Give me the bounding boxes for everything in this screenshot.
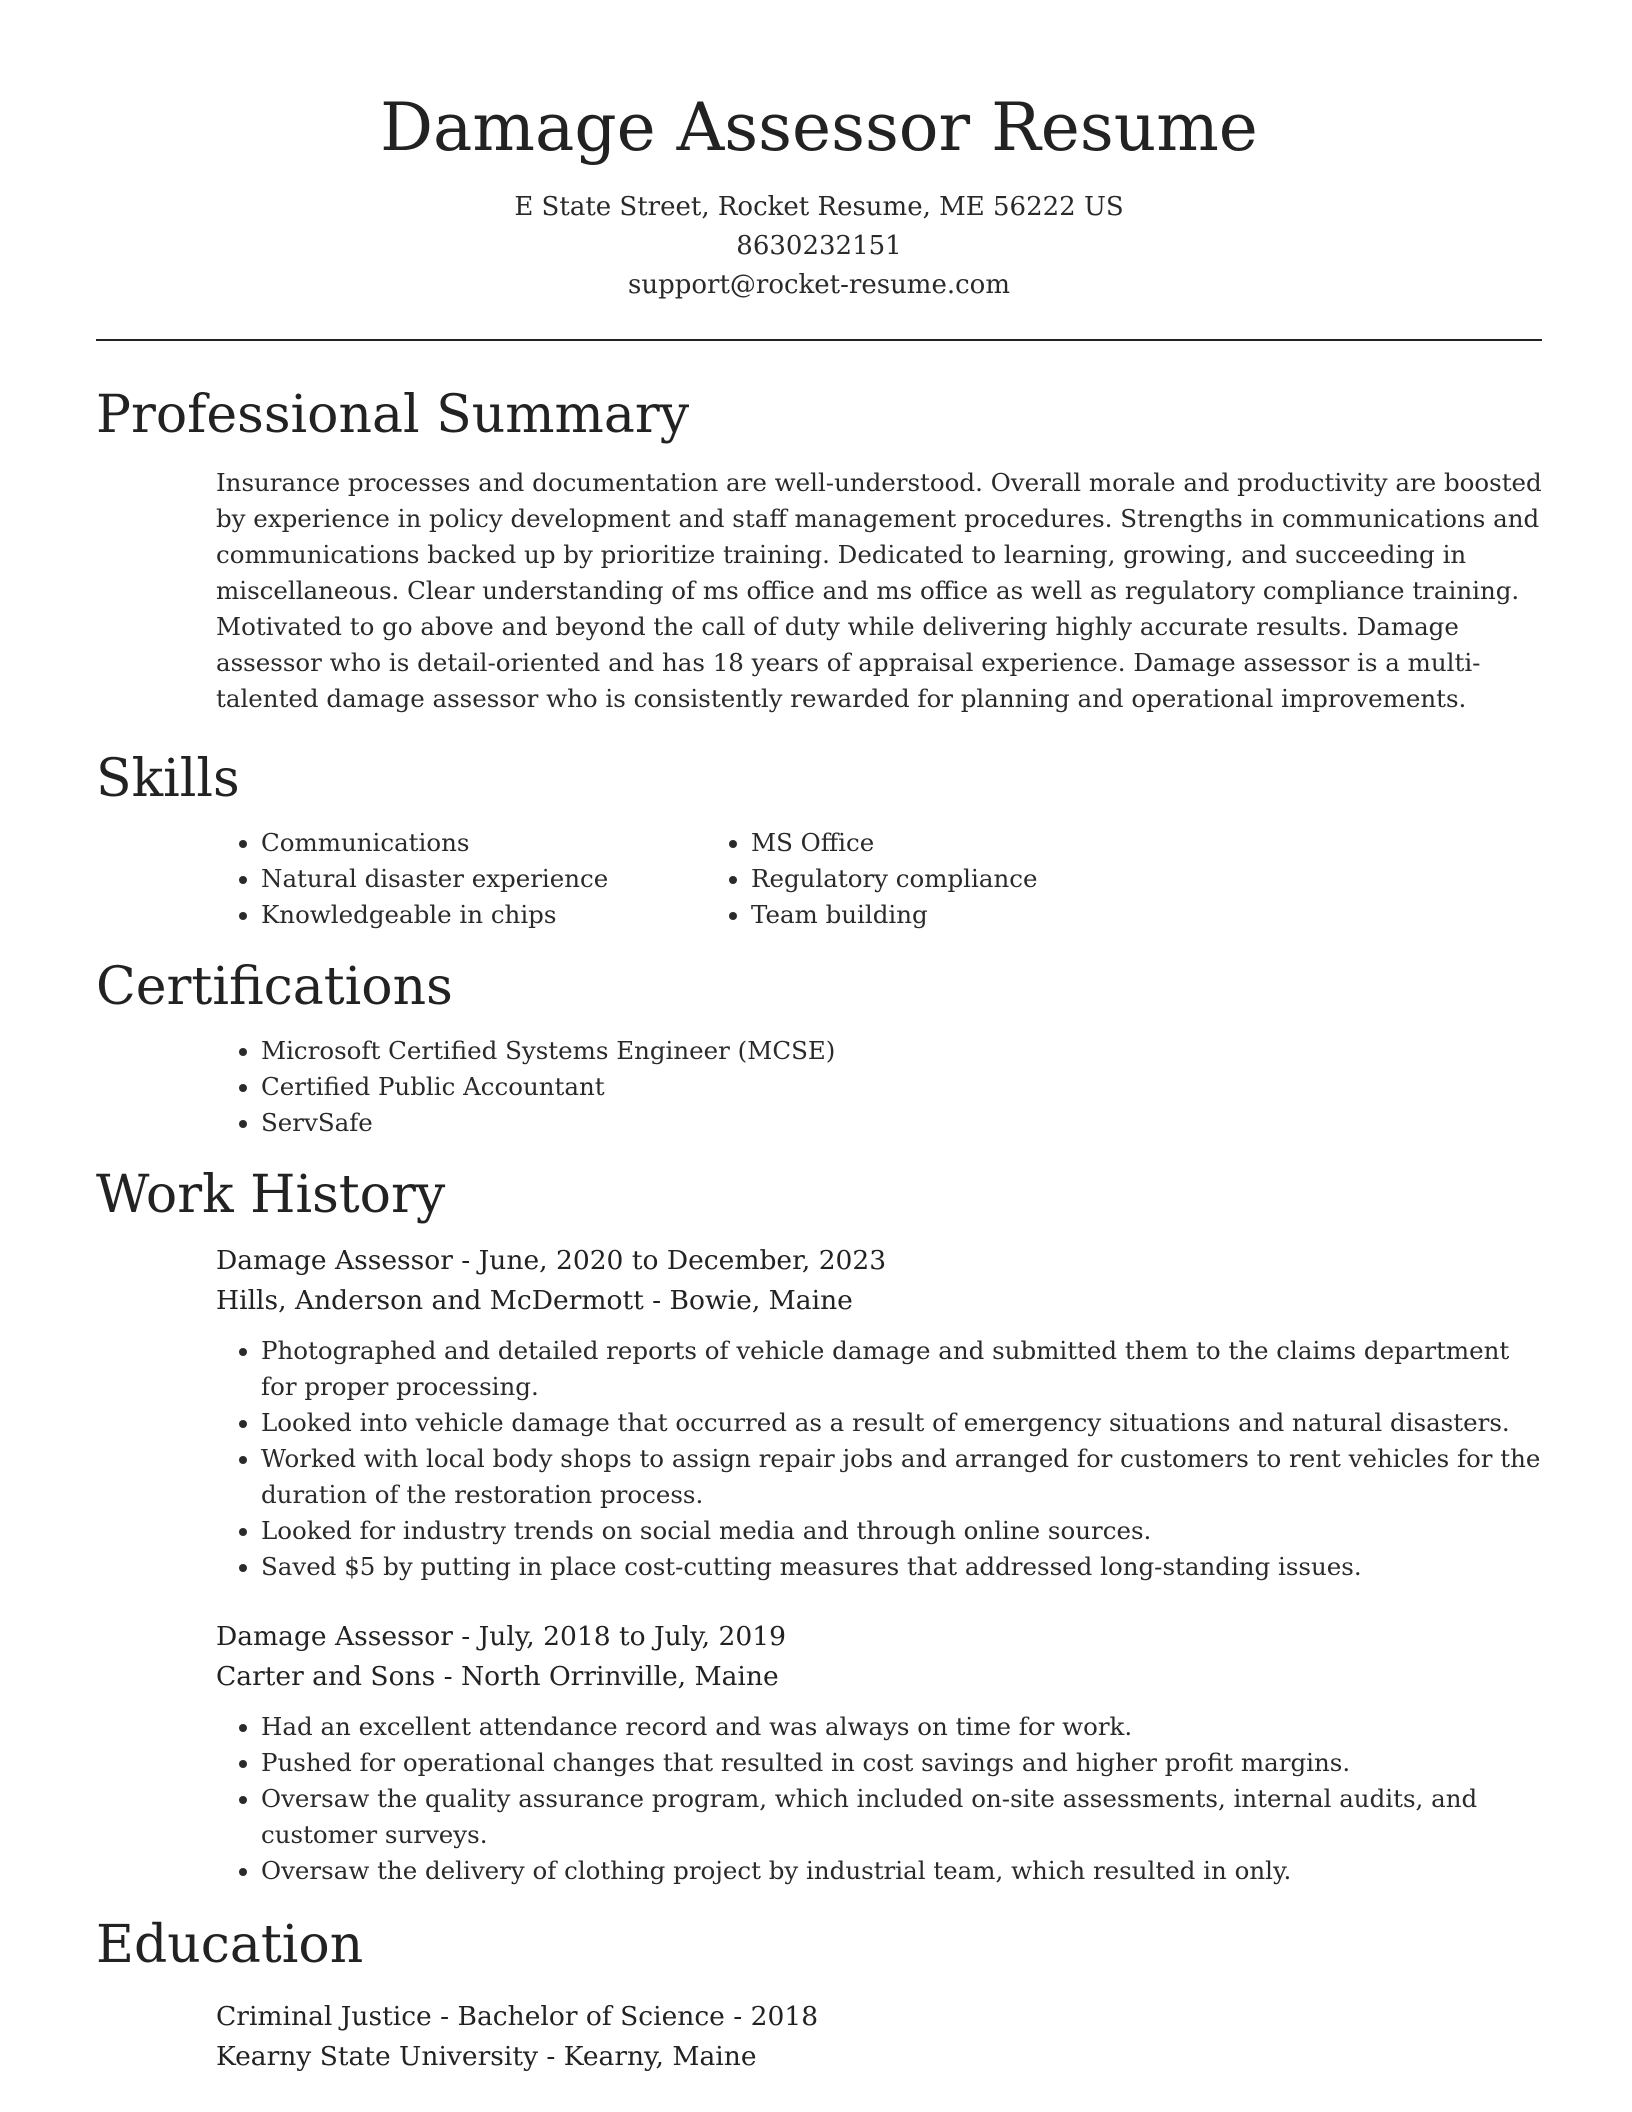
skills-heading: Skills (96, 749, 240, 809)
job-company-line: Carter and Sons - North Orrinville, Maine (216, 1661, 779, 1692)
education-heading: Education (96, 1915, 364, 1975)
job-bullet-list (261, 1709, 1542, 1889)
certification-item: • Certified Public Accountant (261, 1069, 1542, 1105)
summary-text: Insurance processes and documentation are well-understood. Overall morale and productivity are boosted by experience in policy development and staff management procedures. Strengths in communications and communications backed up by prioritize training. Dedicated to learning, growing, and succeeding in miscellaneous. Clear understanding of ms office and ms office as well as regulatory compliance training. Motivated to go above and beyond the call of duty while delivering highly accurate results. Damage assessor who is detail-oriented and has 18 years of appraisal experience. Damage assessor is a multi-talented damage assessor who is consistently rewarded for planning and operational improvements. (216, 468, 1542, 713)
skill-item: • Communications (261, 825, 751, 861)
education-school-line: Kearny State University - Kearny, Maine (216, 2041, 757, 2072)
job-entry (216, 1617, 1542, 1889)
job-bullet: • Oversaw the delivery of clothing project by industrial team, which resulted in only. (261, 1853, 1542, 1889)
certification-item: • ServSafe (261, 1105, 1542, 1141)
certifications-heading: Certifications (96, 957, 453, 1017)
resume-title: Damage Assessor Resume (380, 89, 1258, 166)
job-title-line: Damage Assessor - June, 2020 to December, 2023 (216, 1245, 887, 1276)
job-bullet-list (261, 1333, 1542, 1585)
certifications-list (261, 1033, 1542, 1141)
contact-address: E State Street, Rocket Resume, ME 56222 US (514, 192, 1124, 222)
job-bullet: • Looked into vehicle damage that occurred as a result of emergency situations and natural disasters. (261, 1405, 1542, 1441)
job-entry (216, 1241, 1542, 1585)
skill-item: • Natural disaster experience (261, 861, 751, 897)
job-bullet: • Looked for industry trends on social media and through online sources. (261, 1513, 1542, 1549)
skills-list-right (751, 825, 1351, 933)
skill-item: • Knowledgeable in chips (261, 897, 751, 933)
job-bullet: • Had an excellent attendance record and was always on time for work. (261, 1709, 1542, 1745)
skills-column-right (751, 825, 1351, 933)
education-degree-line: Criminal Justice - Bachelor of Science - 2018 (216, 2001, 819, 2032)
resume-page (96, 0, 1542, 2077)
skills-list-left (261, 825, 751, 933)
contact-phone: 8630232151 (736, 231, 902, 261)
certification-item: • Microsoft Certified Systems Engineer (MCSE) (261, 1033, 1542, 1069)
header-divider (96, 339, 1542, 341)
contact-block (96, 188, 1542, 305)
job-bullet: • Oversaw the quality assurance program, which included on-site assessments, internal audits, and customer surveys. (261, 1781, 1542, 1853)
job-title-line: Damage Assessor - July, 2018 to July, 2019 (216, 1621, 786, 1652)
contact-email: support@rocket-resume.com (627, 270, 1010, 300)
job-bullet: • Pushed for operational changes that resulted in cost savings and higher profit margins. (261, 1745, 1542, 1781)
job-bullet: • Worked with local body shops to assign repair jobs and arranged for customers to rent vehicles for the duration of the restoration process. (261, 1441, 1542, 1513)
work-history-heading: Work History (96, 1165, 446, 1225)
education-entry (216, 1997, 1542, 2077)
job-bullet: • Photographed and detailed reports of vehicle damage and submitted them to the claims department for proper processing. (261, 1333, 1542, 1405)
skill-item: • Team building (751, 897, 1351, 933)
job-bullet: • Saved $5 by putting in place cost-cutting measures that addressed long-standing issues. (261, 1549, 1542, 1585)
skill-item: • MS Office (751, 825, 1351, 861)
skill-item: • Regulatory compliance (751, 861, 1351, 897)
job-company-line: Hills, Anderson and McDermott - Bowie, Maine (216, 1285, 853, 1316)
summary-heading: Professional Summary (96, 385, 690, 445)
skills-grid (96, 825, 1542, 933)
skills-column-left (96, 825, 751, 933)
